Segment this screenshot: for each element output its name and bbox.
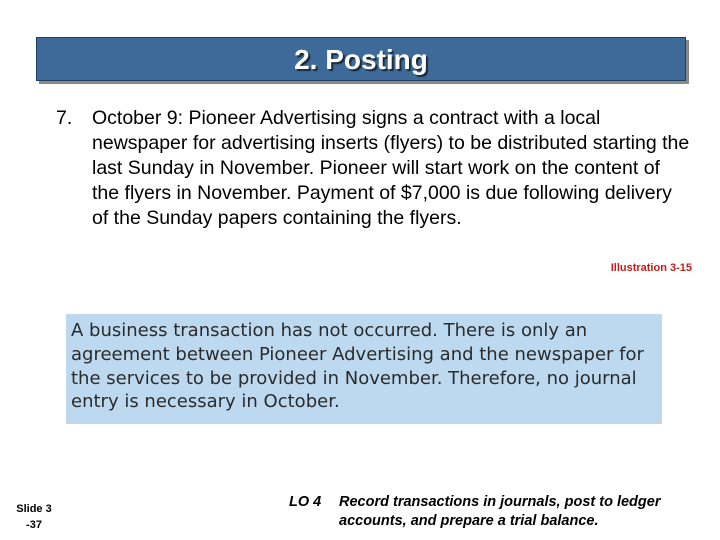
illustration-reference: Illustration 3-15 [610,262,692,274]
learning-objective [289,493,709,531]
title-bar [36,37,686,81]
slide-number-line1: Slide 3 [16,503,52,515]
slide-number-line2: -37 [26,519,42,531]
slide-number [14,501,54,533]
callout-text: A business transaction has not occurred. There is only an agreement between Pioneer Advertising and the newspaper for the services to be provided in November. Therefore, no journal entry is necessary in October. [71,320,644,413]
explanation-callout [66,314,662,424]
lo-label: LO 4 [289,494,322,510]
item-number: 7. [56,107,73,129]
lo-text: Record transactions in journals, post to ledger accounts, and prepare a trial balance. [339,494,661,529]
item-text: October 9: Pioneer Advertising signs a contract with a local newspaper for advertising inserts (flyers) to be distributed starting the last Sunday in November. Pioneer will start work on the content of the flyers in November. Payment of $7,000 is due following delivery of the Sunday papers containing the flyers. [92,107,690,229]
slide-title: 2. Posting [294,44,428,75]
transaction-item [56,106,696,231]
